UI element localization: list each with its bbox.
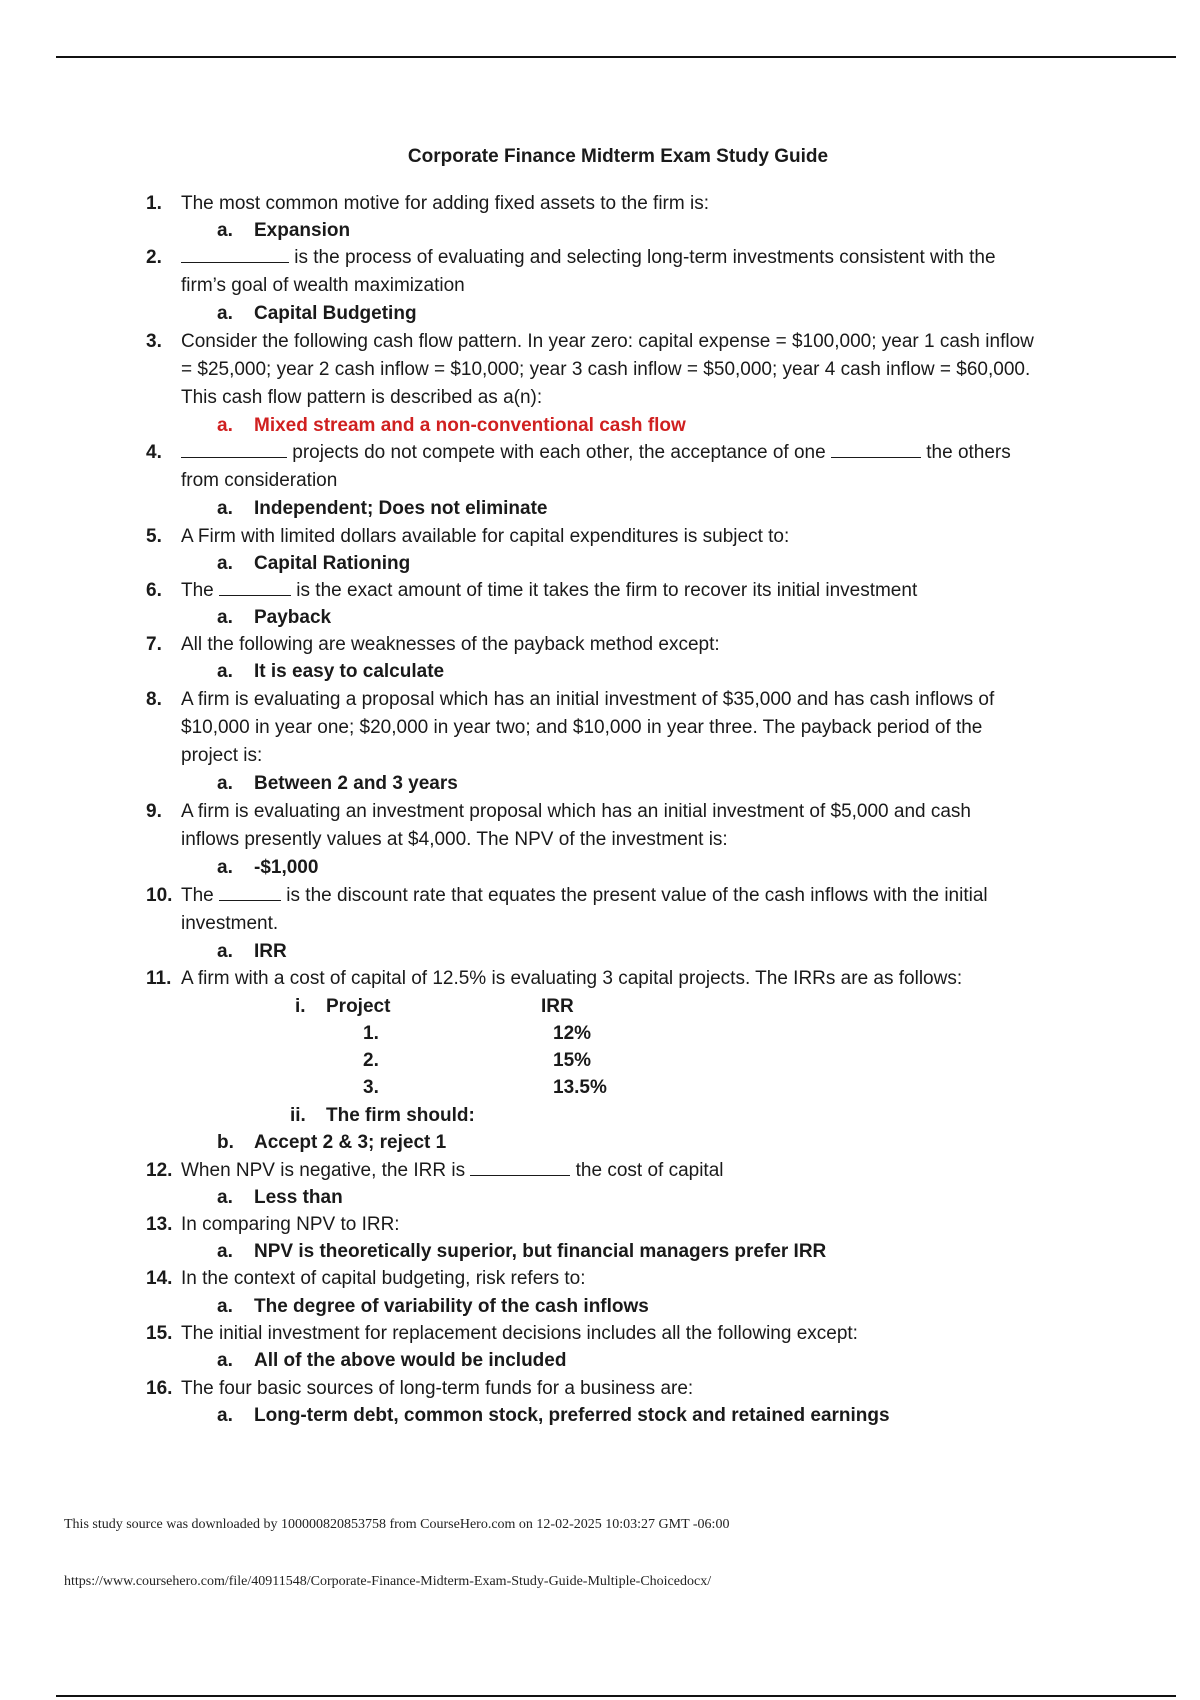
question-6: 6. The is the exact amount of time it takes the firm to recover its initial investment <box>146 580 918 601</box>
answer-12: a. Less than <box>217 1187 343 1208</box>
answer-5: a. Capital Rationing <box>217 553 411 574</box>
answer-1: a. Expansion <box>217 220 351 241</box>
fill-blank <box>181 440 287 458</box>
question-8: 8. A firm is evaluating a proposal which has an initial investment of $35,000 and has cash inflows of $10,000 in year one; $20,000 in year two; and $10,000 in year three. The payback period of the project is: <box>146 689 995 766</box>
answer-13: a. NPV is theoretically superior, but financial managers prefer IRR <box>217 1241 827 1262</box>
question-5: 5. A Firm with limited dollars available for capital expenditures is subject to: <box>146 526 790 547</box>
page-title: Corporate Finance Midterm Exam Study Guide <box>407 146 829 167</box>
table-row-irr: 13.5% <box>553 1077 607 1098</box>
firm-should-label: The firm should: <box>326 1105 475 1126</box>
question-number: 1. <box>146 193 162 214</box>
answer-16: a. Long-term debt, common stock, preferred stock and retained earnings <box>217 1405 890 1426</box>
question-9: 9. A firm is evaluating an investment proposal which has an initial investment of $5,000 and cash inflows presently values at $4,000. The NPV of the investment is: <box>146 801 972 850</box>
table-row-irr: 12% <box>553 1023 592 1044</box>
answer-2: a. Capital Budgeting <box>217 303 417 324</box>
download-notice: This study source was downloaded by 100000820853758 from CourseHero.com on 12-02-2025 10:03:27 GMT -06:00 <box>64 1517 730 1532</box>
fill-blank <box>181 245 289 263</box>
source-url: https://www.coursehero.com/file/40911548/Corporate-Finance-Midterm-Exam-Study-Guide-Multiple-Choicedocx/ <box>64 1574 712 1589</box>
sub-label-i: i. <box>295 996 306 1017</box>
column-header-project: Project <box>326 996 391 1017</box>
question-11: 11. A firm with a cost of capital of 12.5% is evaluating 3 capital projects. The IRRs are as follows: <box>146 968 963 989</box>
answer-3: a. Mixed stream and a non-conventional cash flow <box>217 415 686 436</box>
fill-blank <box>831 440 921 458</box>
table-row-project: 1. <box>363 1023 379 1044</box>
answer-15: a. All of the above would be included <box>217 1350 567 1371</box>
answer-9: a. -$1,000 <box>217 857 319 878</box>
fill-blank <box>219 578 291 596</box>
column-header-irr: IRR <box>541 996 574 1017</box>
question-13: 13. In comparing NPV to IRR: <box>146 1214 400 1235</box>
question-text: The most common motive for adding fixed assets to the firm is: <box>181 193 709 214</box>
answer-14: a. The degree of variability of the cash inflows <box>217 1296 649 1317</box>
answer-7: a. It is easy to calculate <box>217 661 445 682</box>
table-row-project: 2. <box>363 1050 379 1071</box>
question-10: 10. The is the discount rate that equates the present value of the cash inflows with the initial investment. <box>146 885 988 934</box>
answer-6: a. Payback <box>217 607 332 628</box>
question-2: 2. is the process of evaluating and selecting long-term investments consistent with the firm’s goal of wealth maximization <box>146 247 996 296</box>
question-12: 12. When NPV is negative, the IRR is the cost of capital <box>146 1160 724 1181</box>
answer-8: a. Between 2 and 3 years <box>217 773 458 794</box>
table-row-project: 3. <box>363 1077 379 1098</box>
answer-11: b. Accept 2 & 3; reject 1 <box>217 1132 447 1153</box>
answer-10: a. IRR <box>217 941 287 962</box>
question-7: 7. All the following are weaknesses of the payback method except: <box>146 634 720 655</box>
bottom-rule <box>56 1695 1176 1697</box>
question-1 <box>146 190 1086 218</box>
question-3: 3. Consider the following cash flow pattern. In year zero: capital expense = $100,000; year 1 cash inflow = $25,000; year 2 cash inflow = $10,000; year 3 cash inflow = $50,000; year 4 cash inflow = $60,000. This cash flow pattern is described as a(n): <box>146 331 1034 408</box>
fill-blank <box>219 883 281 901</box>
answer-4: a. Independent; Does not eliminate <box>217 498 548 519</box>
sub-label-ii: ii. <box>290 1105 306 1126</box>
question-4: 4. projects do not compete with each other, the acceptance of one the others from consideration <box>146 442 1011 491</box>
table-row-irr: 15% <box>553 1050 592 1071</box>
fill-blank <box>470 1158 570 1176</box>
top-rule <box>56 56 1176 58</box>
question-16: 16. The four basic sources of long-term funds for a business are: <box>146 1378 694 1399</box>
question-14: 14. In the context of capital budgeting, risk refers to: <box>146 1268 586 1289</box>
question-15: 15. The initial investment for replacement decisions includes all the following except: <box>146 1323 858 1344</box>
